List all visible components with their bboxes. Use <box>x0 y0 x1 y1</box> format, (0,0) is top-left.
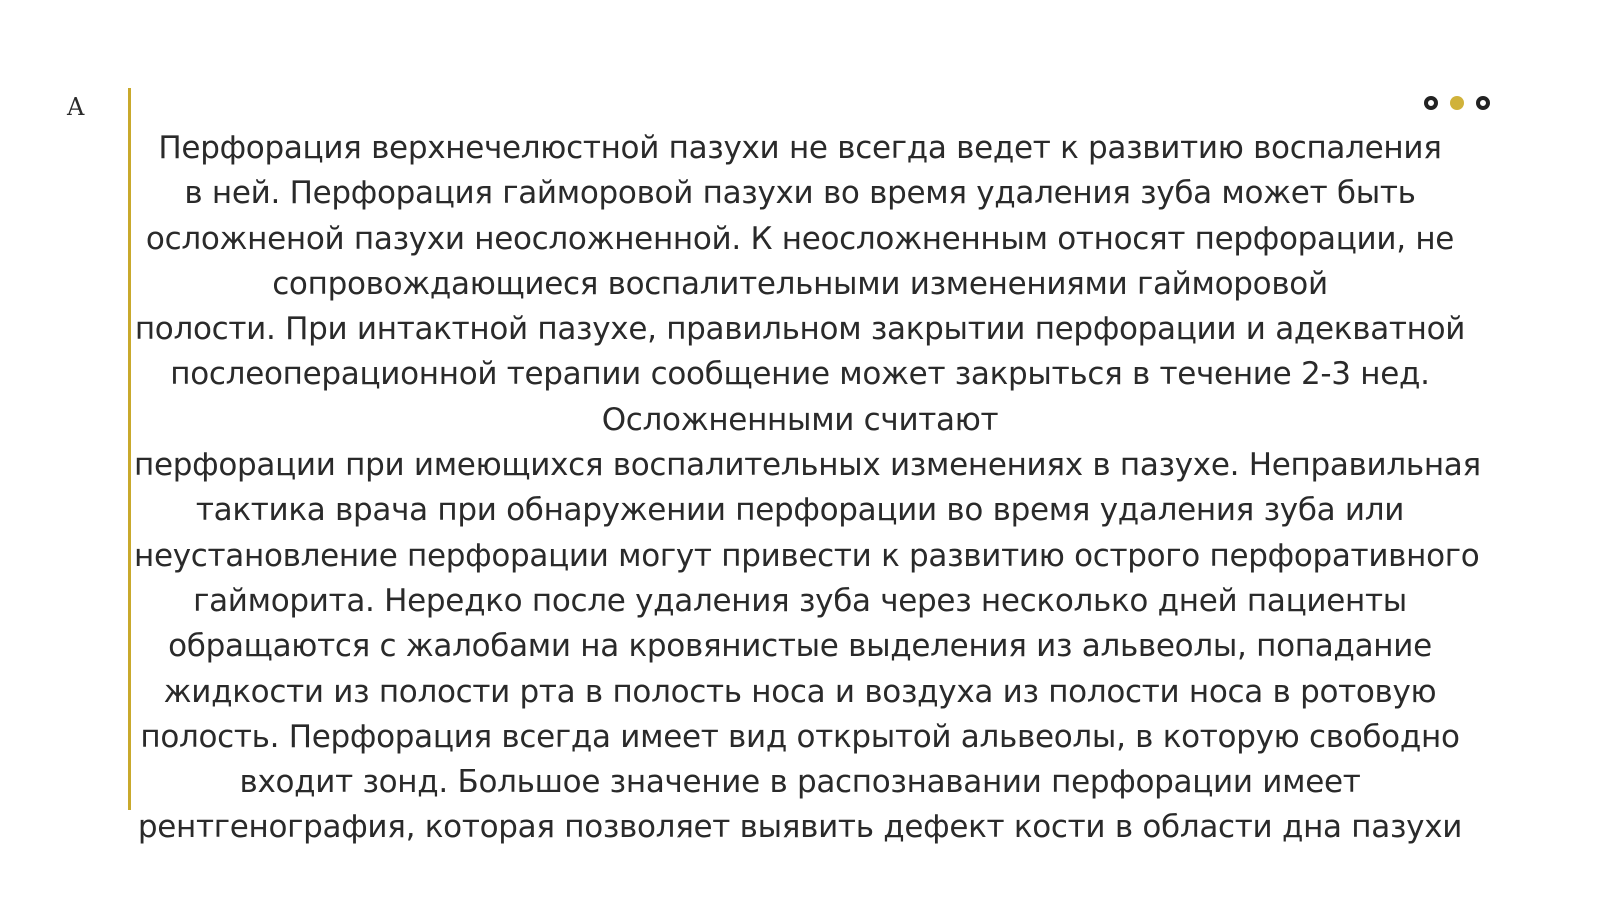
logo-letter: A <box>67 93 85 121</box>
paragraph-line: обращаются с жалобами на кровянистые выделения из альвеолы, попадание <box>168 628 1432 665</box>
paragraph-line: жидкости из полости рта в полость носа и воздуха из полости носа в ротовую <box>163 673 1437 710</box>
paragraph-line: полости. При интактной пазухе, правильном закрытии перфорации и адекватной <box>134 311 1466 348</box>
pager-dot-3[interactable] <box>1476 96 1490 110</box>
pager-dot-2-active[interactable] <box>1450 96 1464 110</box>
paragraph-line: неустановление перфорации могут привести к развитию острого перфоративного <box>134 537 1480 574</box>
pager-dot-1[interactable] <box>1424 96 1438 110</box>
paragraph-line: Перфорация верхнечелюстной пазухи не всегда ведет к развитию воспаления <box>158 130 1442 166</box>
paragraph-line: тактика врача при обнаружении перфорации во время удаления зуба или <box>195 492 1405 529</box>
accent-rule <box>128 88 131 810</box>
paragraph-line: послеоперационной терапии сообщение может закрыться в течение 2-3 нед. <box>170 356 1430 393</box>
paragraph-line: гайморита. Нередко после удаления зуба через несколько дней пациенты <box>193 582 1407 619</box>
paragraph-line: в ней. Перфорация гайморовой пазухи во время удаления зуба может быть <box>184 175 1416 212</box>
pager-dots <box>1424 96 1490 110</box>
paragraph-line: сопровождающиеся воспалительными изменениями гайморовой <box>272 265 1328 302</box>
paragraph-line: осложненой пазухи неосложненной. К неосложненным относят перфорации, не <box>145 220 1455 257</box>
body-paragraph <box>134 126 1481 851</box>
paragraph-line: входит зонд. Большое значение в распознавании перфорации имеет <box>239 764 1361 801</box>
paragraph-line: перфорации при имеющихся воспалительных изменениях в пазухе. Неправильная <box>134 447 1481 484</box>
paragraph-line: Осложненными считают <box>601 401 999 438</box>
paragraph-line: рентгенография, которая позволяет выявить дефект кости в области дна пазухи <box>137 809 1463 846</box>
paragraph-line: полость. Перфорация всегда имеет вид открытой альвеолы, в которую свободно <box>140 718 1460 755</box>
